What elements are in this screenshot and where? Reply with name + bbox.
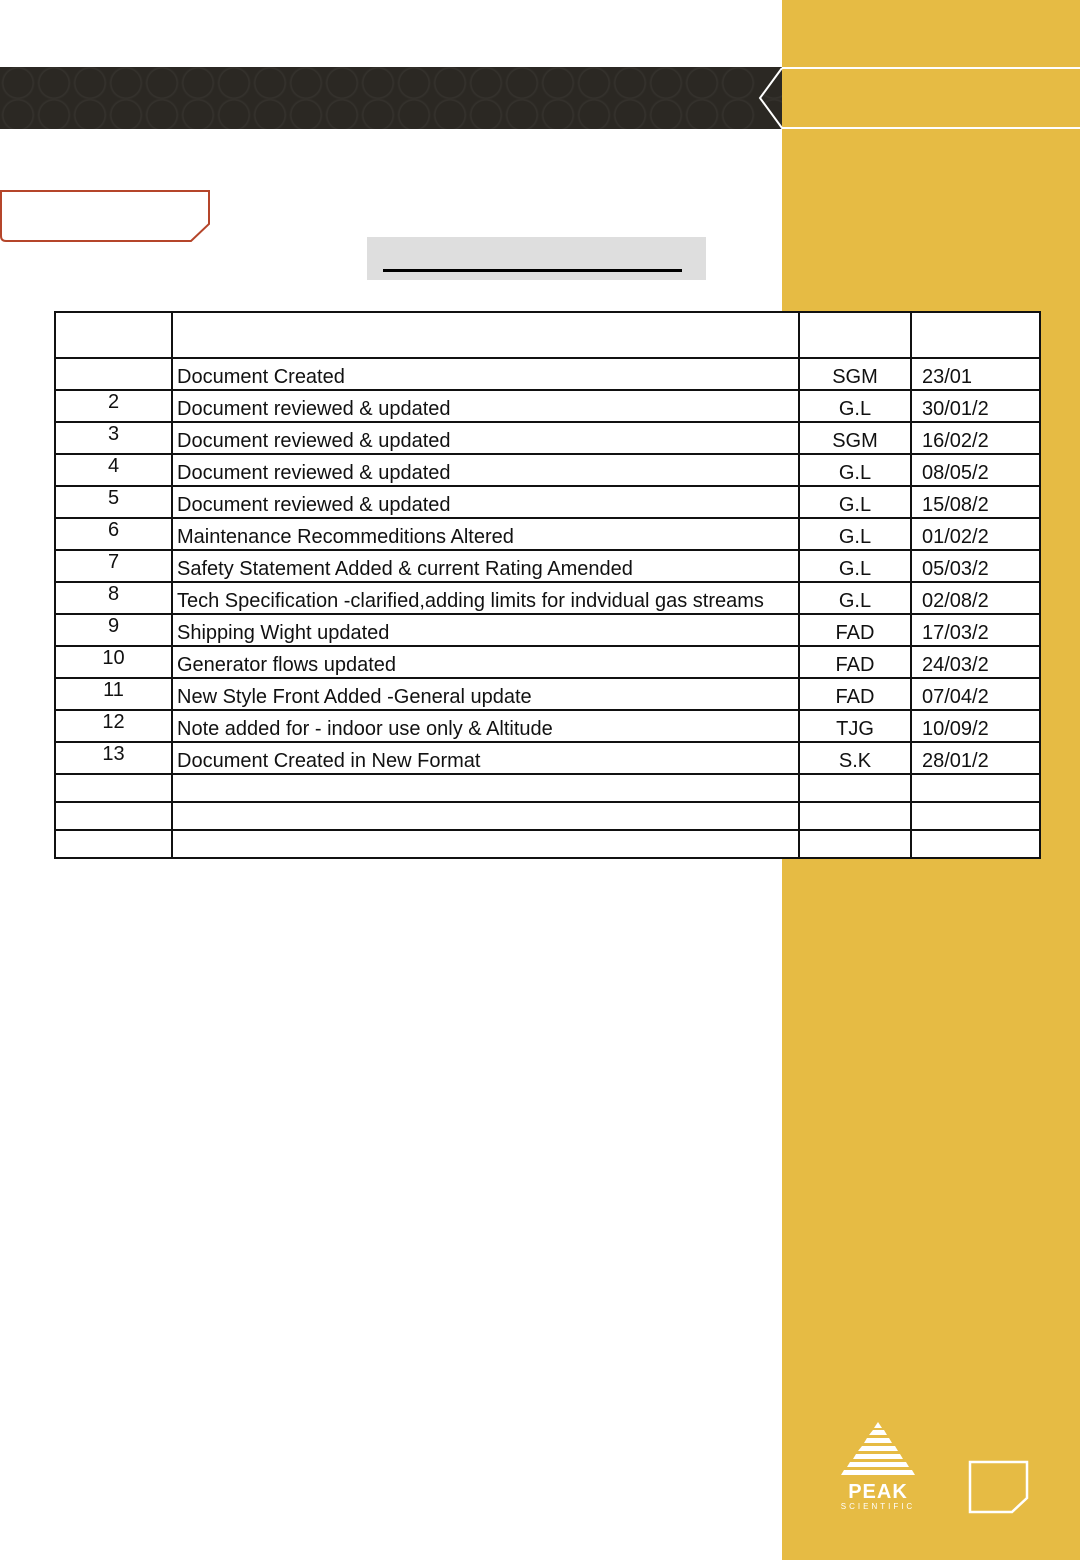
revision-number: 8 <box>55 582 172 614</box>
revision-date: 30/01/2 <box>911 390 1040 422</box>
table-row <box>55 454 1040 486</box>
page-number-box <box>968 1460 1030 1514</box>
revision-description: Document reviewed & updated <box>172 390 799 422</box>
logo-wordmark: PEAK <box>848 1481 908 1503</box>
empty-cell <box>172 830 799 858</box>
empty-cell <box>799 830 911 858</box>
revision-number: 11 <box>55 678 172 710</box>
empty-cell <box>172 774 799 802</box>
revision-author: G.L <box>799 550 911 582</box>
revision-author: G.L <box>799 518 911 550</box>
revision-date: 17/03/2 <box>911 614 1040 646</box>
header-cell <box>172 312 799 358</box>
revision-description: Safety Statement Added & current Rating Amended <box>172 550 799 582</box>
table-row <box>55 486 1040 518</box>
header-cell <box>799 312 911 358</box>
revision-date: 07/04/2 <box>911 678 1040 710</box>
section-tab <box>0 190 210 242</box>
title-underline <box>383 269 682 272</box>
revision-description: Document Created in New Format <box>172 742 799 774</box>
revision-author: G.L <box>799 454 911 486</box>
revision-date: 10/09/2 <box>911 710 1040 742</box>
revision-date: 24/03/2 <box>911 646 1040 678</box>
revision-date: 15/08/2 <box>911 486 1040 518</box>
revision-description: Document reviewed & updated <box>172 454 799 486</box>
revision-number: 2 <box>55 390 172 422</box>
revision-number: 12 <box>55 710 172 742</box>
empty-cell <box>55 802 172 830</box>
table-row <box>55 582 1040 614</box>
table-row <box>55 358 1040 390</box>
revision-number: 6 <box>55 518 172 550</box>
revision-author: FAD <box>799 614 911 646</box>
revision-description: Maintenance Recommeditions Altered <box>172 518 799 550</box>
empty-row <box>55 774 1040 802</box>
revision-author: G.L <box>799 486 911 518</box>
revision-number: 13 <box>55 742 172 774</box>
revision-description: Tech Specification -clarified,adding limits for indvidual gas streams <box>172 582 799 614</box>
revision-number: 10 <box>55 646 172 678</box>
empty-cell <box>172 802 799 830</box>
table-row <box>55 742 1040 774</box>
revision-description: Generator flows updated <box>172 646 799 678</box>
table-row <box>55 646 1040 678</box>
revision-author: FAD <box>799 678 911 710</box>
banner-arrow-tip <box>756 67 1080 129</box>
revision-number: 4 <box>55 454 172 486</box>
table-row <box>55 710 1040 742</box>
table-header-row <box>55 312 1040 358</box>
revision-date: 23/01 <box>911 358 1040 390</box>
table-row <box>55 614 1040 646</box>
header-banner <box>0 67 782 129</box>
revision-description: New Style Front Added -General update <box>172 678 799 710</box>
revision-date: 05/03/2 <box>911 550 1040 582</box>
revision-author: G.L <box>799 390 911 422</box>
revision-date: 01/02/2 <box>911 518 1040 550</box>
revision-date: 28/01/2 <box>911 742 1040 774</box>
table-row <box>55 390 1040 422</box>
revision-number <box>55 358 172 390</box>
empty-cell <box>911 802 1040 830</box>
header-cell <box>911 312 1040 358</box>
revision-number: 5 <box>55 486 172 518</box>
revision-author: SGM <box>799 358 911 390</box>
revision-description: Note added for - indoor use only & Altitude <box>172 710 799 742</box>
revision-description: Document reviewed & updated <box>172 486 799 518</box>
revision-table <box>54 311 1041 859</box>
empty-row <box>55 802 1040 830</box>
revision-author: TJG <box>799 710 911 742</box>
revision-number: 9 <box>55 614 172 646</box>
revision-date: 16/02/2 <box>911 422 1040 454</box>
title-box <box>367 237 706 280</box>
table-row <box>55 422 1040 454</box>
revision-description: Shipping Wight updated <box>172 614 799 646</box>
revision-author: G.L <box>799 582 911 614</box>
revision-date: 02/08/2 <box>911 582 1040 614</box>
logo-subtitle: SCIENTIFIC <box>840 1502 916 1511</box>
empty-cell <box>799 802 911 830</box>
revision-date: 08/05/2 <box>911 454 1040 486</box>
empty-cell <box>55 774 172 802</box>
empty-row <box>55 830 1040 858</box>
header-cell <box>55 312 172 358</box>
empty-cell <box>55 830 172 858</box>
empty-cell <box>799 774 911 802</box>
revision-number: 3 <box>55 422 172 454</box>
revision-author: S.K <box>799 742 911 774</box>
table-row <box>55 678 1040 710</box>
revision-number: 7 <box>55 550 172 582</box>
revision-author: FAD <box>799 646 911 678</box>
empty-cell <box>911 774 1040 802</box>
table-row <box>55 550 1040 582</box>
empty-cell <box>911 830 1040 858</box>
table-row <box>55 518 1040 550</box>
revision-description: Document Created <box>172 358 799 390</box>
revision-author: SGM <box>799 422 911 454</box>
revision-description: Document reviewed & updated <box>172 422 799 454</box>
